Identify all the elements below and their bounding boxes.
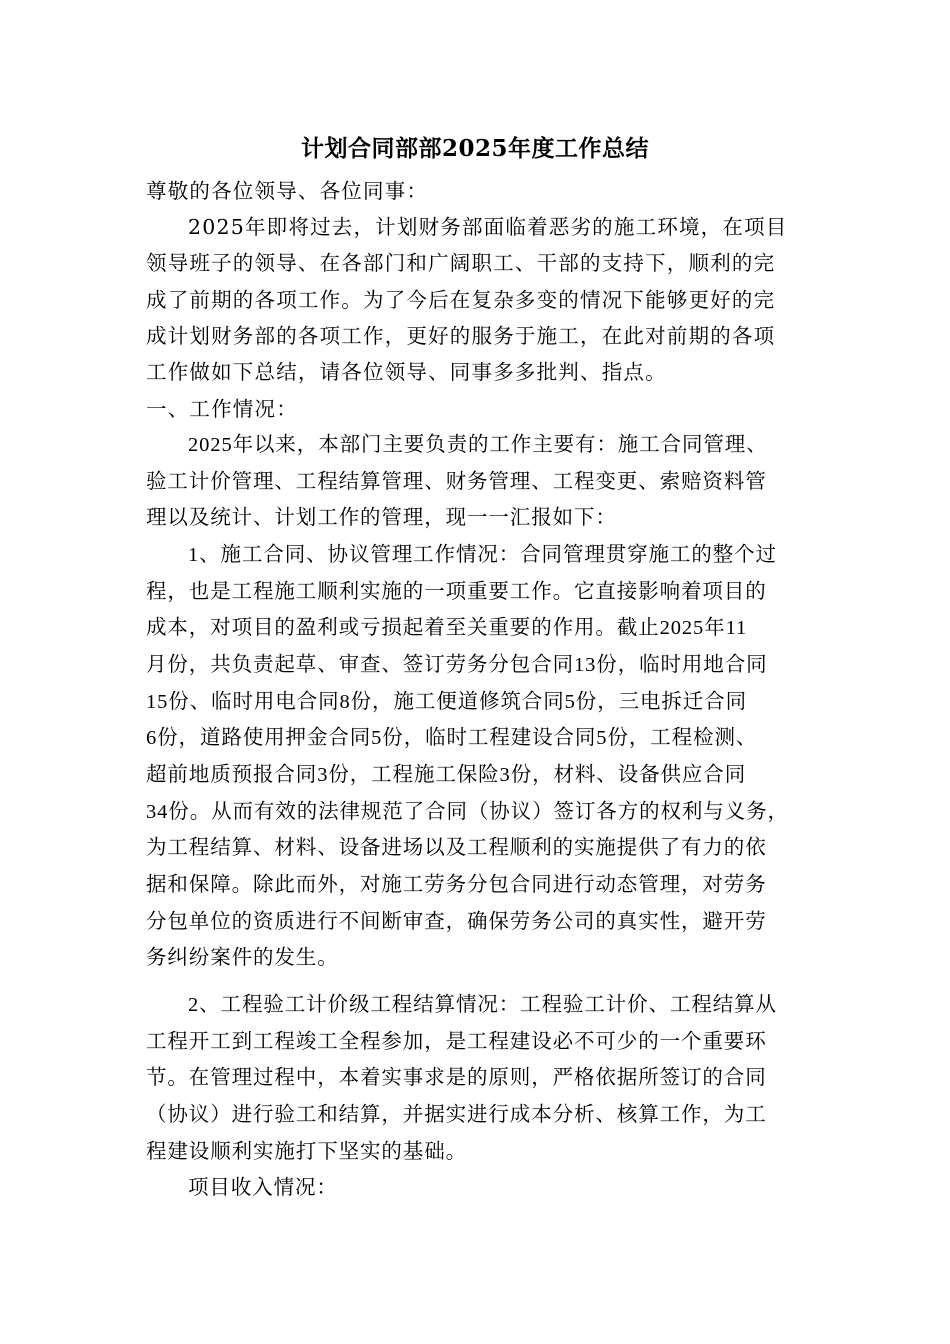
paragraph-line: 分包单位的资质进行不间断审查，确保劳务公司的真实性，避开劳: [146, 911, 767, 933]
section-heading: 一、工作情况：: [146, 397, 298, 421]
paragraph-line: 2025年即将过去，计划财务部面临着恶劣的施工环境，在项目: [188, 215, 788, 239]
paragraph-line: 为工程结算、材料、设备进场以及工程顺利的实施提供了有力的依: [146, 837, 767, 859]
paragraph-line: 成本，对项目的盈利或亏损起着至关重要的作用。截止2025年11: [146, 617, 748, 639]
paragraph-line: 程建设顺利实施打下坚实的基础。: [146, 1141, 467, 1163]
paragraph-line: 6份，道路使用押金合同5份，临时工程建设合同5份，工程检测、: [146, 727, 758, 749]
paragraph-line: 成了前期的各项工作。为了今后在复杂多变的情况下能够更好的完: [146, 288, 776, 312]
paragraph-line: 成计划财务部的各项工作，更好的服务于施工，在此对前期的各项: [146, 324, 776, 348]
paragraph-line: 工作做如下总结，请各位领导、同事多多批判、指点。: [146, 360, 667, 384]
paragraph-line: 15份、临时用电合同8份，施工便道修筑合同5份，三电拆迁合同: [146, 691, 747, 713]
paragraph-line: 2025年以来，本部门主要负责的工作主要有：施工合同管理、: [188, 434, 768, 456]
salutation: 尊敬的各位领导、各位同事：: [146, 179, 429, 203]
paragraph-line: 领导班子的领导、在各部门和广阔职工、干部的支持下，顺利的完: [146, 251, 776, 275]
paragraph-line: 据和保障。除此而外，对施工劳务分包合同进行动态管理，对劳务: [146, 874, 767, 896]
paragraph-line: 节。在管理过程中，本着实事求是的原则，严格依据所签订的合同: [146, 1067, 767, 1089]
document-title: 计划合同部部2025年度工作总结: [300, 135, 649, 162]
subsection-heading: 项目收入情况：: [188, 1177, 338, 1199]
paragraph-line: 验工计价管理、工程结算管理、财务管理、工程变更、索赔资料管: [146, 471, 767, 493]
paragraph-line: 1、施工合同、协议管理工作情况：合同管理贯穿施工的整个过: [188, 544, 777, 566]
paragraph-line: 理以及统计、计划工作的管理，现一一汇报如下：: [146, 507, 617, 529]
paragraph-line: 超前地质预报合同3份，工程施工保险3份，材料、设备供应合同: [146, 764, 747, 786]
paragraph-line: 月份，共负责起草、审查、签订劳务分包合同13份，临时用地合同: [146, 654, 768, 676]
paragraph-line: 工程开工到工程竣工全程参加，是工程建设必不可少的一个重要环: [146, 1031, 767, 1053]
paragraph-line: （协议）进行验工和结算，并据实进行成本分析、核算工作，为工: [146, 1104, 767, 1126]
paragraph-line: 34份。从而有效的法律规范了合同（协议）签订各方的权利与义务，: [146, 801, 789, 823]
paragraph-line: 务纠纷案件的发生。: [146, 947, 339, 969]
paragraph-line: 程，也是工程施工顺利实施的一项重要工作。它直接影响着项目的: [146, 581, 767, 603]
paragraph-line: 2、工程验工计价级工程结算情况：工程验工计价、工程结算从: [188, 994, 777, 1016]
